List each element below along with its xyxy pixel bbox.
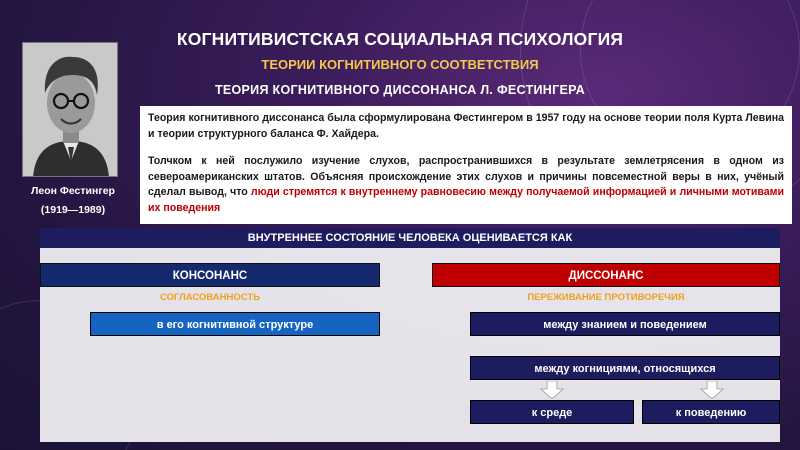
description-paragraph-2-text: Толчком к ней послужило изучение слухов, распространившихся в результате землетрясения в одном из североамериканских штатов. Объясняя происхождение этих слухов и причины повсеместной веры в них, учёный сделал вывод, что (148, 155, 784, 198)
diagram-header: ВНУТРЕННЕЕ СОСТОЯНИЕ ЧЕЛОВЕКА ОЦЕНИВАЕТСЯ КАК (40, 228, 780, 248)
arrow-down-icon (700, 381, 724, 399)
description-highlight: люди стремятся к внутреннему равновесию между получаемой информацией и личными мотивами их поведения (148, 186, 784, 214)
portrait-name: Леон Фестингер (31, 185, 115, 197)
description-textbox (140, 106, 792, 224)
main-title: КОГНИТИВИСТСКАЯ СОЦИАЛЬНАЯ ПСИХОЛОГИЯ (176, 29, 624, 49)
dissonance-item-cognitions: между когнициями, относящихся (470, 356, 780, 380)
portrait-illustration (23, 43, 118, 177)
consonance-item: в его когнитивной структуре (90, 312, 380, 336)
portrait-years: (1919—1989) (40, 204, 106, 216)
description-paragraph-2 (148, 154, 784, 216)
dissonance-item-behavior: к поведению (642, 400, 780, 424)
consonance-subtitle: СОГЛАСОВАННОСТЬ (159, 292, 261, 303)
description-paragraph-1: Теория когнитивного диссонанса была сформулирована Фестингером в 1957 году на основе теории поля Курта Левина и теории структурного баланса Ф. Хайдера. (148, 112, 784, 140)
consonance-label: КОНСОНАНС (40, 263, 380, 287)
dissonance-subtitle: ПЕРЕЖИВАНИЕ ПРОТИВОРЕЧИЯ (527, 292, 685, 303)
arrow-down-icon (540, 381, 564, 399)
dissonance-item-environment: к среде (470, 400, 634, 424)
dissonance-item-knowledge-behavior: между знанием и поведением (470, 312, 780, 336)
portrait-photo (22, 42, 118, 177)
dissonance-label: ДИССОНАНС (432, 263, 780, 287)
section-title: ТЕОРИЯ КОГНИТИВНОГО ДИССОНАНСА Л. ФЕСТИНГЕРА (214, 83, 586, 97)
subtitle: ТЕОРИИ КОГНИТИВНОГО СООТВЕТСТВИЯ (261, 57, 539, 72)
